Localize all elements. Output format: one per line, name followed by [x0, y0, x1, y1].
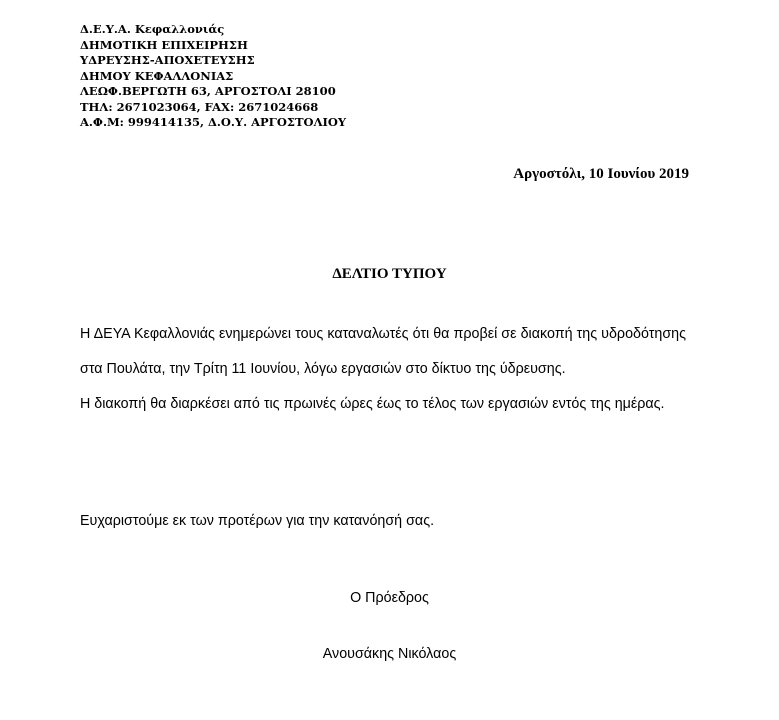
header-phone-fax: ΤΗΛ: 2671023064, FAX: 2671024668 — [80, 99, 319, 114]
header-tax-id: Α.Φ.Μ: 999414135, Δ.Ο.Υ. ΑΡΓΟΣΤΟΛΙΟΥ — [80, 115, 347, 129]
document-date: Αργοστόλι, 10 Ιουνίου 2019 — [513, 166, 689, 182]
body-paragraph: Η διακοπή θα διαρκέσει από τις πρωινές ώρες έως το τέλος των εργασιών εντός της ημέρας. — [80, 396, 665, 412]
header-org-short: Δ.Ε.Υ.Α. Κεφαλλονιάς — [80, 22, 225, 36]
header-municipality: ΔΗΜΟΥ ΚΕΦΑΛΛΟΝΙΑΣ — [80, 68, 234, 83]
signature-title: Ο Πρόεδρος — [350, 590, 429, 606]
document-title: ΔΕΛΤΙΟ ΤΥΠΟΥ — [332, 266, 447, 282]
signature-name: Ανουσάκης Νικόλαος — [322, 646, 457, 662]
document-body — [80, 317, 686, 422]
sender-header — [80, 22, 346, 131]
header-address: ΛΕΩΦ.ΒΕΡΓΩΤΗ 63, ΑΡΓΟΣΤΟΛΙ 28100 — [80, 84, 336, 98]
closing-thanks: Ευχαριστούμε εκ των προτέρων για την κατανόησή σας. — [80, 513, 435, 529]
header-org-service: ΥΔΡΕΥΣΗΣ-ΑΠΟΧΕΤΕΥΣΗΣ — [80, 53, 255, 67]
header-org-type: ΔΗΜΟΤΙΚΗ ΕΠΙΧΕΙΡΗΣΗ — [80, 37, 248, 52]
body-paragraph: Η ΔΕΥΑ Κεφαλλονιάς ενημερώνει τους καταναλωτές ότι θα προβεί σε διακοπή της υδροδότησης στα Πουλάτα, την Τρίτη 11 Ιουνίου, λόγω εργασιών στο δίκτυο της ύδρευσης. — [80, 326, 686, 377]
